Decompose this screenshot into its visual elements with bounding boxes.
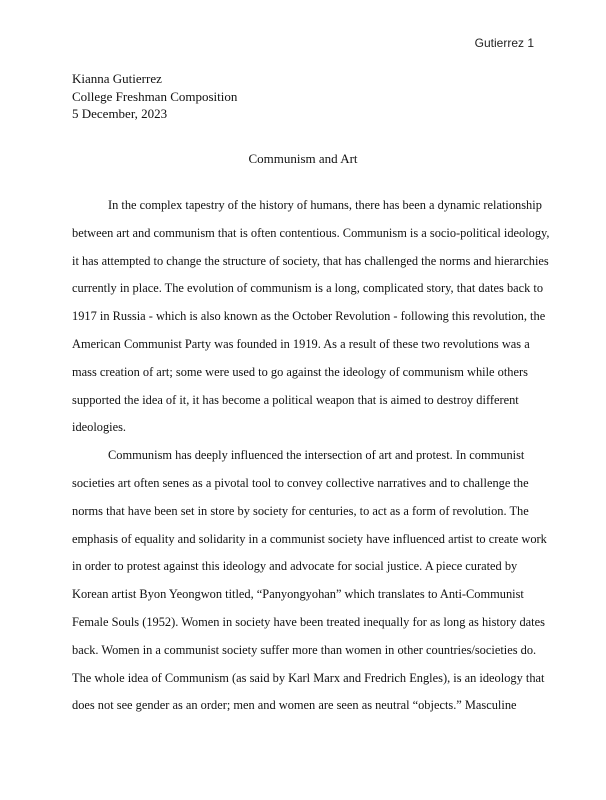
paragraph-line: Korean artist Byon Yeongwon titled, “Panyongyohan” which translates to Anti-Communist [72,587,524,602]
mla-heading [72,70,237,123]
paragraph-line: back. Women in a communist society suffer more than women in other countries/societies do. [72,642,537,657]
paragraph-1 [72,192,550,442]
paragraph-line: in order to protest against this ideology and advocate for social justice. A piece curated by [72,559,518,574]
author-name: Kianna Gutierrez [72,71,162,86]
paragraph-line: societies art often senes as a pivotal tool to convey collective narratives and to challenge the [72,475,529,490]
paragraph-line: The whole idea of Communism (as said by Karl Marx and Fredrich Engles), is an ideology that [72,670,545,685]
paragraph-line: does not see gender as an order; men and women are seen as neutral “objects.” Masculine [72,698,517,713]
essay-title: Communism and Art [248,151,358,166]
paragraph-line: mass creation of art; some were used to go against the ideology of communism while others [72,364,528,379]
date: 5 December, 2023 [72,106,168,121]
paragraph-2 [72,442,547,720]
paragraph-line: American Communist Party was founded in 1919. As a result of these two revolutions was a [72,336,530,351]
paragraph-line: ideologies. [72,420,127,435]
paragraph-line: supported the idea of it, it has become a political weapon that is aimed to destroy different [72,392,519,407]
paragraph-line: currently in place. The evolution of communism is a long, complicated story, that dates back to [72,281,544,296]
paragraph-line: emphasis of equality and solidarity in a communist society have influenced artist to create work [72,531,547,546]
paragraph-line: In the complex tapestry of the history of humans, there has been a dynamic relationship [108,198,542,212]
paragraph-line: 1917 in Russia - which is also known as the October Revolution - following this revolution, the [72,309,546,324]
essay-body [72,192,550,720]
course-name: College Freshman Composition [72,88,238,104]
paragraph-line: Female Souls (1952). Women in society have been treated inequally for as long as history dates [72,614,545,629]
paragraph-line: Communism has deeply influenced the intersection of art and protest. In communist [108,448,525,463]
paragraph-line: it has attempted to change the structure of society, that has challenged the norms and hierarchies [72,253,549,268]
paragraph-line: norms that have been set in store by society for centuries, to act as a form of revolution. The [72,503,529,518]
paragraph-line: between art and communism that is often contentious. Communism is a socio-political ideology, [72,225,550,240]
running-head: Gutierrez 1 [474,36,534,50]
